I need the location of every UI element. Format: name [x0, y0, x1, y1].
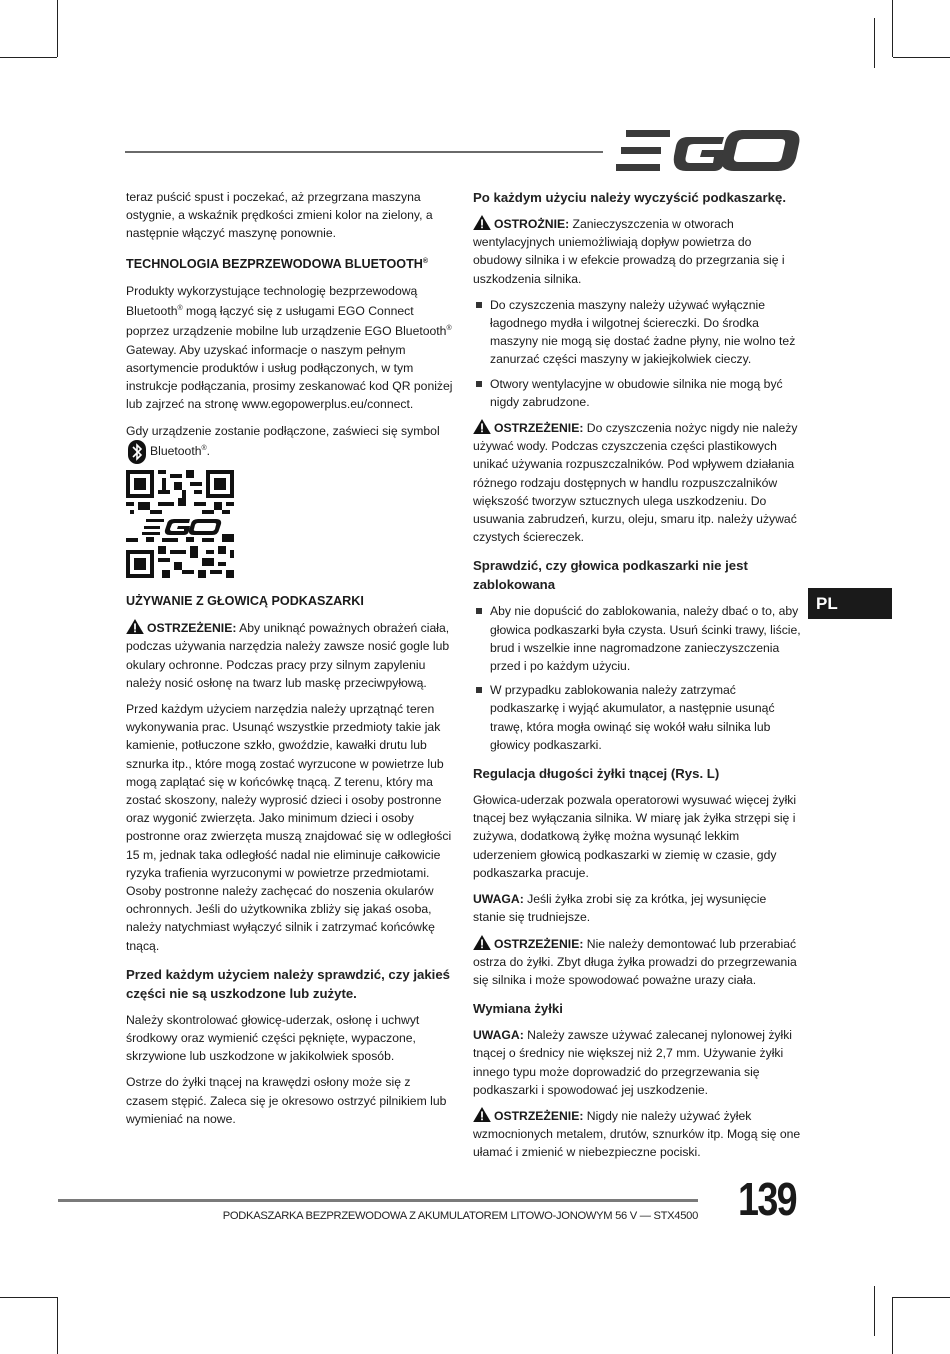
- blocked-heading: Sprawdzić, czy głowica podkaszarki nie jest zablokowana: [473, 558, 748, 593]
- crop-mark: [0, 57, 57, 58]
- list-item: Aby nie dopuścić do zablokowania, należy dbać o to, aby głowica podkaszarki była czysta. Usuń ścinki trawy, liście, brud i wszelkie inne nagromadzone zanieczyszczenia przed i po każdym użyciu.: [473, 602, 801, 675]
- check-heading: Przed każdym użyciem należy sprawdzić, czy jakieś części nie są uszkodzone lub zużyte.: [126, 966, 450, 1001]
- list-item: Do czyszczenia maszyny należy używać wyłącznie łagodnego mydła i wilgotnej ściereczki. Do środka maszyny nie mogą się dostać żadne płyny, nie wolno też zanurzać części maszyny w jakiejkolwiek cieczy.: [473, 296, 801, 369]
- blocked-bullet-list: [473, 602, 801, 754]
- bluetooth-icon: [128, 440, 146, 464]
- header-rule: [125, 151, 603, 153]
- line-length-paragraph: Głowica-uderzak pozwala operatorowi wysuwać więcej żyłki tnącej bez wyłączania silnika. W miarę jak żyłka strzępi się i zużywa, dodatkową żyłkę można wysunąć lekkim uderzeniem głowicą podkaszarki w ziemię w czasie, gdy podkaszarka pracuje.: [473, 793, 797, 880]
- intro-paragraph: teraz puścić spust i poczekać, aż przegrzana maszyna ostygnie, a wskaźnik prędkości zmieni kolor na zielony, a następnie włączyć maszynę ponownie.: [126, 190, 433, 241]
- cleanup-paragraph: Przed każdym użyciem narzędzia należy uprzątnąć teren wykonywania prac. Usunąć wszystkie przedmioty takie jak kamienie, potłuczone szkło, gwoździe, kawałki drutu lub sznurka itp., które mogą zostać wyrzucone w powietrze lub mogą zaplątać się w końcówkę tnącą. Z terenu, który ma zostać skoszony, należy wyprosić dzieci i osoby postronne oraz wygonić zwierzęta. Jako minimum dzieci i osoby postronne oraz zwierzęta muszą znajdować się w odległości 15 m, jednak taka odległość nadal nie eliminuje całkowicie ryzyka trafienia wyrzuconymi w powietrze przedmiotami. Osoby postronne należy zachęcać do noszenia okularów ochronnych. Jeśli do użytkownika zbliży się jakaś osoba, należy natychmiast wyłączyć silnik i zatrzymać końcówkę tnącą.: [126, 702, 452, 953]
- warning-paragraph-3: OSTRZEŻENIE: Nie należy demontować lub przerabiać ostrza do żyłki. Zbyt długa żyłka prowadzi do przegrzewania się silnika i może spowodować poważne urazy ciała.: [473, 936, 797, 987]
- warning-icon: [473, 935, 491, 950]
- crop-mark: [892, 1297, 893, 1354]
- trimmer-head-heading: UŻYWANIE Z GŁOWICĄ PODKASZARKI: [126, 594, 364, 609]
- check-paragraph-2: Ostrze do żyłki tnącej na krawędzi osłony może się z czasem stępić. Zaleca się je okresowo ostrzyć pilnikiem lub wymieniać na nowe.: [126, 1075, 447, 1126]
- warning-icon: [473, 1107, 491, 1122]
- warning-icon: [473, 215, 491, 230]
- language-tab: PL: [808, 588, 892, 619]
- crop-mark: [893, 1297, 950, 1298]
- list-item: Otwory wentylacyjne w obudowie silnika nie mogą być nigdy zabrudzone.: [473, 375, 801, 411]
- left-column: [126, 188, 454, 1136]
- warning-icon: [473, 419, 491, 434]
- crop-mark: [57, 0, 58, 57]
- crop-mark: [874, 1286, 875, 1336]
- right-column: [473, 188, 801, 1170]
- note-paragraph-1: UWAGA: Jeśli żyłka zrobi się za krótka, jej wysunięcie stanie się trudniejsze.: [473, 892, 767, 925]
- bluetooth-symbol-line: Bluetooth®.: [126, 444, 210, 458]
- warning-paragraph-2: OSTRZEŻENIE: Do czyszczenia nożyc nigdy nie należy używać wody. Podczas czyszczenia części plastikowych unikać używania rozpuszczalników. Pod wpływem działania różnego rodzaju dostępnych w handlu rozpuszczalników większość tworzyw sztucznych ulega uszkodzeniu. Do usuwania zabrudzeń, kurzu, oleju, smaru itp. należy używać czystych ściereczek.: [473, 421, 798, 545]
- footer-rule: [58, 1199, 698, 1202]
- list-item: W przypadku zablokowania należy zatrzymać podkaszarkę i wyjąć akumulator, a następnie usunąć trawę, która mogła owinąć się wokół wału silnika lub głowicy podkaszarki.: [473, 681, 801, 754]
- ego-logo: [616, 130, 800, 172]
- page-number: 139: [738, 1173, 797, 1225]
- clean-bullet-list: [473, 296, 801, 411]
- bluetooth-heading: TECHNOLOGIA BEZPRZEWODOWA BLUETOOTH®: [126, 256, 429, 271]
- crop-mark: [893, 57, 950, 58]
- warning-paragraph-4: OSTRZEŻENIE: Nigdy nie należy używać żyłek wzmocnionych metalem, drutów, sznurków itp. Mogą się one ułamać i zmienić w niebezpieczne pociski.: [473, 1108, 801, 1160]
- warning-icon: [126, 619, 144, 634]
- crop-mark: [874, 18, 875, 68]
- crop-mark: [57, 1297, 58, 1354]
- bluetooth-symbol-paragraph: Gdy urządzenie zostanie podłączone, zaświeci się symbol Bluetooth®.: [126, 422, 454, 460]
- line-length-heading: Regulacja długości żyłki tnącej (Rys. L): [473, 766, 720, 782]
- crop-mark: [892, 0, 893, 57]
- clean-heading: Po każdym użyciu należy wyczyścić podkaszarkę.: [473, 190, 786, 205]
- warning-paragraph: OSTRZEŻENIE: Aby uniknąć poważnych obrażeń ciała, podczas używania narzędzia należy zawsze nosić gogle lub okulary ochronne. Podczas pracy przy silnym zapyleniu należy nosić osłonę na twarz lub maskę przeciwpyłową.: [126, 621, 450, 690]
- caution-paragraph: OSTROŻNIE: Zanieczyszczenia w otworach wentylacyjnych uniemożliwiają dopływ powietrza do obudowy silnika i w efekcie prowadzą do przegrzania się i uszkodzenia silnika.: [473, 217, 785, 286]
- check-paragraph-1: Należy skontrolować głowicę-uderzak, osłonę i uchwyt środkowy oraz wymienić części pęknięte, wypaczone, skrzywione lub uszkodzone w jakikolwiek sposób.: [126, 1012, 420, 1064]
- note-paragraph-2: UWAGA: Należy zawsze używać zalecanej nylonowej żyłki tnącej o średnicy nie większej niż 2,7 mm. Używanie żyłki innego typu może doprowadzić do przegrzewania się podkaszarki i spowodować jej uszkodzenie.: [473, 1028, 793, 1097]
- crop-mark: [0, 1297, 57, 1298]
- qr-code[interactable]: [126, 470, 234, 578]
- replace-line-heading: Wymiana żyłki: [473, 1001, 563, 1017]
- qr-ego-logo: [140, 517, 222, 537]
- footer-title: PODKASZARKA BEZPRZEWODOWA Z AKUMULATOREM LITOWO-JONOWYM 56 V — STX4500: [222, 1210, 698, 1222]
- bluetooth-paragraph: Produkty wykorzystujące technologię bezprzewodową Bluetooth® mogą łączyć się z usługami EGO Connect poprzez urządzenie mobilne lub urządzenie EGO Bluetooth® Gateway. Aby uzyskać informacje o naszym pełnym asortymencie produktów i usług podłączonych, w tym instrukcje podłączania, prosimy zeskanować kod QR poniżej lub zajrzeć na stronę www.egopowerplus.eu/connect.: [126, 284, 453, 412]
